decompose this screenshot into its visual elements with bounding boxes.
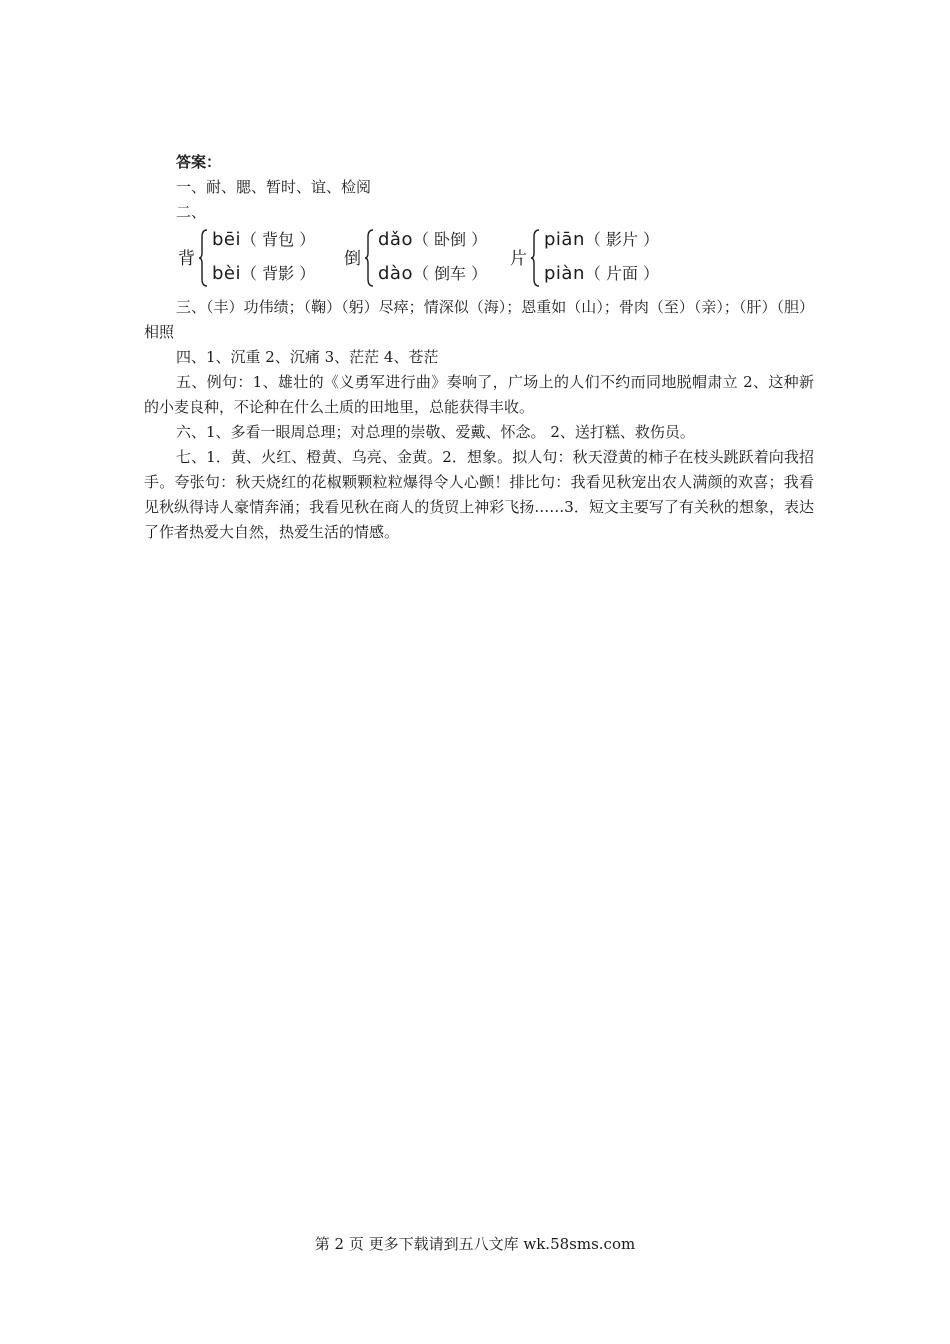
example-word: （ 背影 ） xyxy=(241,264,316,283)
example-word: （ 倒车 ） xyxy=(412,264,488,283)
polyphone-entry xyxy=(212,227,315,253)
answer-q3: 三、（丰）功伟绩；（鞠）（躬）尽瘁；情深似（海）；恩重如（山）；骨肉（至）（亲）；（肝）（胆）相照 xyxy=(144,298,814,341)
polyphone-entry xyxy=(544,261,659,287)
polyphone-entry xyxy=(378,261,487,287)
polyphone-char: 背 xyxy=(178,249,195,269)
answer-q4: 四、1、沉重 2、沉痛 3、茫茫 4、苍茫 xyxy=(176,348,439,366)
brace-icon xyxy=(530,229,540,287)
page-footer: 第 2 页 更多下载请到五八文库 wk.58sms.com xyxy=(314,1235,636,1253)
example-word: （ 背包 ） xyxy=(241,230,316,249)
polyphone-entry xyxy=(378,227,487,253)
brace-icon xyxy=(198,229,208,287)
answer-heading: 答案： xyxy=(176,153,222,171)
answer-section xyxy=(144,150,814,545)
polyphone-table xyxy=(144,227,814,291)
pinyin: bèi xyxy=(212,263,242,284)
example-word: （ 卧倒 ） xyxy=(412,230,488,249)
polyphone-entry xyxy=(544,227,659,253)
answer-q2-label: 二、 xyxy=(176,203,207,221)
pinyin: piān xyxy=(544,229,585,250)
brace-icon xyxy=(364,229,374,287)
polyphone-entry xyxy=(212,261,315,287)
polyphone-char: 片 xyxy=(510,249,527,269)
pinyin: bēi xyxy=(212,229,242,250)
example-word: （ 影片 ） xyxy=(584,230,660,249)
example-word: （ 片面 ） xyxy=(584,264,660,283)
answer-q6: 六、1、多看一眼周总理；对总理的崇敬、爱戴、怀念。 2、送打糕、救伤员。 xyxy=(176,423,695,441)
polyphone-char: 倒 xyxy=(344,249,361,269)
answer-q5: 五、例句：1、雄壮的《义勇军进行曲》奏响了，广场上的人们不约而同地脱帽肃立 2、这种新的小麦良种，不论种在什么土质的田地里，总能获得丰收。 xyxy=(144,373,814,416)
answer-q1: 一、耐、腮、暂时、谊、检阅 xyxy=(176,178,372,196)
answer-q7: 七、1．黄、火红、橙黄、乌亮、金黄。2．想象。拟人句：秋天澄黄的柿子在枝头跳跃着向我招手。夸张句：秋天烧红的花椒颗颗粒粒爆得令人心颤！排比句：我看见秋宠出农人满颜的欢喜；我看见秋纵得诗人豪情奔涌；我看见秋在商人的货贸上神彩飞扬……3．短文主要写了有关秋的想象，表达了作者热爱大自然，热爱生活的情感。 xyxy=(144,448,814,541)
pinyin: dào xyxy=(378,263,413,284)
pinyin: dǎo xyxy=(378,229,413,250)
pinyin: piàn xyxy=(544,263,585,284)
